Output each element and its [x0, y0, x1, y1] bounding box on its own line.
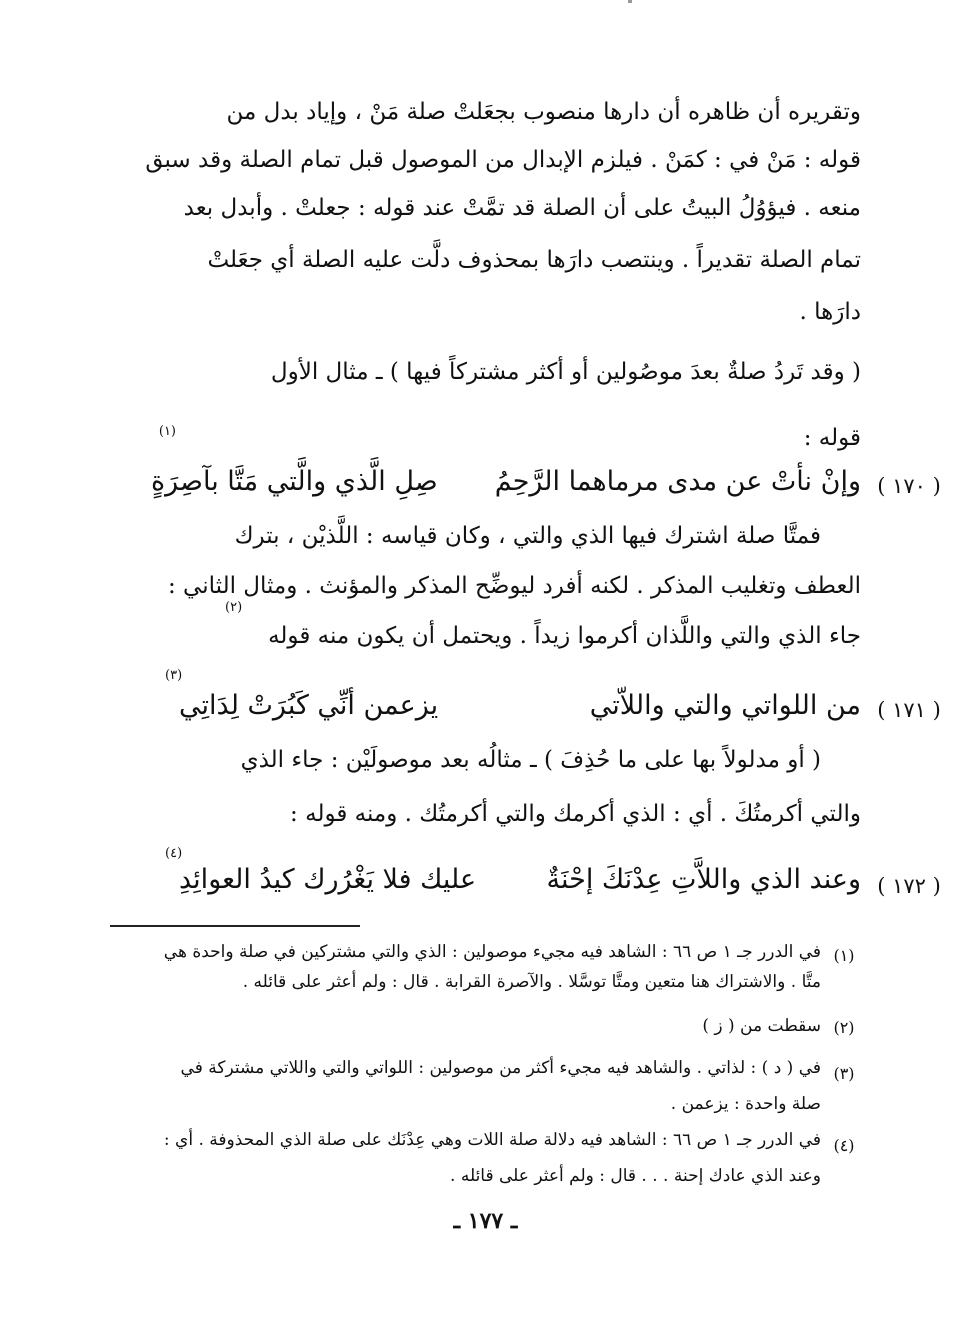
footnote-3-number: (٣) [833, 1064, 855, 1083]
paragraph1-line-2: قوله : مَنْ في : كمَنْ . فيلزم الإبدال من الموصول قبل تمام الصلة وقد سبق [145, 147, 861, 173]
verse-171-number: ( ١٧١ ) [877, 698, 941, 722]
page-number: ـ ١٧٧ ـ [453, 1208, 518, 1234]
verse-172-hemistich-1: وعند الذي واللاَّتِ عِدْنَكَ إحْنَةٌ [546, 864, 861, 895]
footnote-2-number: (٢) [833, 1018, 855, 1037]
verse-170-number: ( ١٧٠ ) [877, 474, 941, 498]
paragraph3-line-1: فمتَّا صلة اشترك فيها الذي والتي ، وكان قياسه : اللَّذيْن ، بترك [234, 523, 821, 549]
paragraph3-line-2: العطف وتغليب المذكر . لكنه أفرد ليوضِّح المذكر والمؤنث . ومثال الثاني : [167, 573, 861, 599]
footnote-1-number: (١) [833, 946, 855, 965]
verse-171-hemistich-2: يزعمن أنِّي كَبُرَتْ لِدَاتِي [179, 690, 439, 721]
verse-171 [151, 686, 861, 726]
verse-170-hemistich-1: وإنْ نأتْ عن مدى مرماهما الرَّحِمُ [494, 466, 861, 497]
verse-170 [151, 462, 861, 502]
verse-171-hemistich-1: من اللواتي والتي واللاّتي [589, 690, 861, 721]
paragraph2-line-1: ( وقد تَردُ صلةٌ بعدَ موصُولين أو أكثر مشتركاً فيها ) ـ مثال الأول [270, 359, 861, 385]
footnote-ref-1: (١) [158, 424, 176, 439]
verse-172-number: ( ١٧٢ ) [877, 874, 941, 898]
footnote-ref-3: (٣) [165, 668, 183, 683]
footnote-4-line-2: وعند الذي عادك إحنة . . . قال : ولم أعثر على قائله . [450, 1166, 821, 1186]
paragraph1-line-5: دارَها . [799, 299, 861, 325]
paragraph4-line-1: ( أو مدلولاً بها على ما حُذِفَ ) ـ مثالُه بعد موصولَيْن : جاء الذي [240, 747, 821, 773]
footnote-ref-4: (٤) [165, 846, 183, 861]
footnote-1-line-1: في الدرر جـ ١ ص ٦٦ : الشاهد فيه مجيء موصولين : الذي والتي مشتركين في صلة واحدة هي [163, 942, 821, 962]
scan-speck [628, 0, 632, 3]
paragraph4-line-2: والتي أكرمتُكَ . أي : الذي أكرمك والتي أكرمتُك . ومنه قوله : [290, 801, 861, 827]
verse-172 [151, 860, 861, 900]
paragraph1-line-3: منعه . فيؤوُلُ البيتُ على أن الصلة قد تمَّتْ عند قوله : جعلتْ . وأبدل بعد [183, 195, 861, 221]
paragraph1-line-4: تمام الصلة تقديراً . وينتصب دارَها بمحذوف دلَّت عليه الصلة أي جعَلتْ [207, 247, 861, 273]
footnote-separator [110, 925, 360, 927]
footnote-4-number: (٤) [833, 1136, 855, 1155]
footnote-1-line-2: متَّا . والاشتراك هنا متعين ومتَّا توسَّلا . والآصرة القرابة . قال : ولم أعثر على قائله . [242, 972, 821, 992]
verse-170-hemistich-2: صِلِ الَّذي والَّتي مَتَّا بآصِرَةٍ [151, 466, 438, 497]
footnote-4-line-1: في الدرر جـ ١ ص ٦٦ : الشاهد فيه دلالة صلة اللات وهي عِدْنَك على صلة الذي المحذوفة . أي : [163, 1130, 821, 1150]
paragraph1-line-1: وتقريره أن ظاهره أن دارها منصوب بجعَلتْ صلة مَنْ ، وإياد بدل من [226, 99, 861, 125]
footnote-3-line-1: في ( د ) : لذاتي . والشاهد فيه مجيء أكثر من موصولين : اللواتي والتي واللاتي مشتركة في [180, 1058, 821, 1078]
footnote-ref-2: (٢) [225, 600, 243, 615]
paragraph2-line-2: قوله : [803, 425, 861, 451]
paragraph3-line-3: جاء الذي والتي واللَّذان أكرموا زيداً . ويحتمل أن يكون منه قوله [268, 623, 861, 649]
footnote-2-line-1: سقطت من ( ز ) [702, 1016, 821, 1036]
verse-172-hemistich-2: عليك فلا يَغْرُرك كيدُ العوائِدِ [179, 864, 477, 895]
footnote-3-line-2: صلة واحدة : يزعمن . [670, 1094, 821, 1114]
